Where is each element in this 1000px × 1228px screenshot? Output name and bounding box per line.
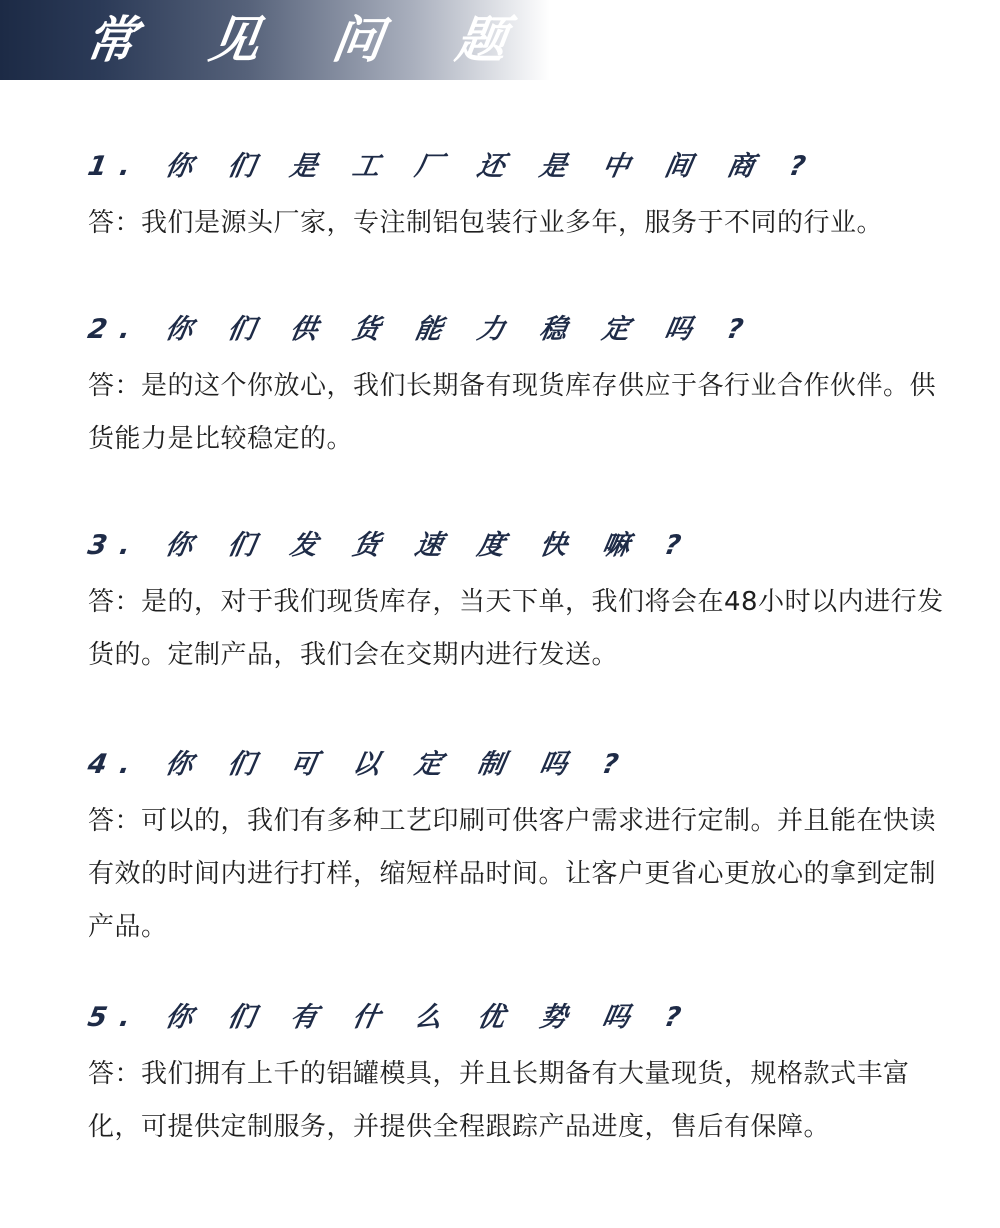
faq-question: 1. 你 们 是 工 厂 还 是 中 间 商 ? (85, 151, 821, 182)
faq-item-1 (85, 147, 958, 250)
faq-item-2 (85, 310, 958, 466)
faq-answer: 答：我们是源头厂家，专注制铝包装行业多年，服务于不同的行业。 (88, 208, 884, 238)
faq-question: 3. 你 们 发 货 速 度 快 嘛 ? (85, 530, 697, 561)
faq-answer: 答：我们拥有上千的铝罐模具，并且长期备有大量现货，规格款式丰富化，可提供定制服务，并提供全程跟踪产品进度，售后有保障。 (88, 1059, 910, 1142)
faq-answer: 答：是的，对于我们现货库存，当天下单，我们将会在48小时以内进行发货的。定制产品，我们会在交期内进行发送。 (88, 587, 944, 670)
faq-item-4 (85, 745, 958, 954)
faq-question: 5. 你 们 有 什 么 优 势 吗 ? (85, 1002, 697, 1033)
faq-item-3 (85, 526, 958, 682)
page-title: 常 见 问 题 (81, 11, 539, 69)
faq-question: 4. 你 们 可 以 定 制 吗 ? (85, 749, 634, 780)
faq-answer: 答：是的这个你放心，我们长期备有现货库存供应于各行业合作伙伴。供货能力是比较稳定的。 (88, 371, 937, 454)
faq-item-5 (85, 998, 958, 1154)
faq-answer: 答：可以的，我们有多种工艺印刷可供客户需求进行定制。并且能在快读有效的时间内进行打样，缩短样品时间。让客户更省心更放心的拿到定制产品。 (88, 806, 937, 942)
faq-question: 2. 你 们 供 货 能 力 稳 定 吗 ? (85, 314, 759, 345)
